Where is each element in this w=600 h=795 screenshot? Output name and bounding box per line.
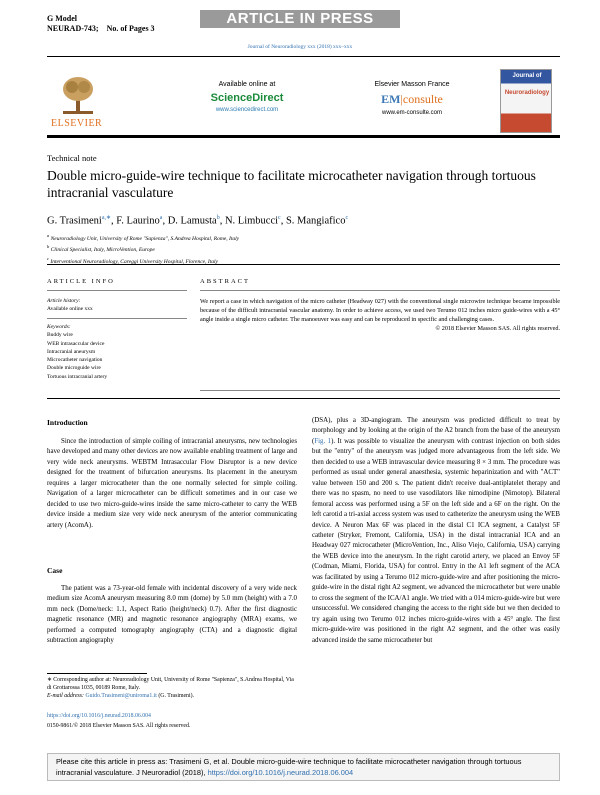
figure-1-link[interactable]: Fig. 1 [314,437,332,445]
emconsulte-block [347,81,477,116]
author-sup[interactable]: c [345,215,349,221]
corresponding-author-footnote [47,676,297,700]
affiliation-sup: a [47,233,50,238]
journal-code [47,14,155,34]
right-column-part-b: ). It was possible to visualize the aneurysm with contrast injection on both sides but the "entry" of the aneurysm was judged more advantageous from the left side. We then decided to use a WEB intravascular device measuring 8 × 3 mm. The procedure was performed as usual under general anaesthesia, systemic heparinization and with "ACT" value between 150 and 200 s. The patient didn't receive dual-antiplatelet therapy and there was no spasm, no need to use vasodilators like nimodipine (Nimotop). Bilateral femoral access was performed using a 5F on the left side and a 6F on the right. On the left carotid a tri-axial access system was used to catheterize the aneurysm using the WEB device. A Neuron Max 6F was placed in the distal C1 ICA segment, a Catalyst 5F catheter (Stryker, Fremont, California, USA) in the distal intracranial ICA and an Headway 027 microcatheter (MicroVention, Inc., Aliso Viejo, California, USA) carrying the WEB device into the aneurysm. In the right carotid artery, we placed an Envoy 5F (Codman, Miami, Florida, USA) for control. Entry in the A1 left segment of the ACA was facilitated by using a Terumo 012 micro-guide-wire and after positioning the micro-guide-wire in the distal right A2 segment, we advanced the microcatheter but were unable to cross the segment of the ICA/A1 angle. We tried with a 014 micro-guide-wire but were unsuccessful. We considered changing the access to the right side but we then decided to try again using two Terumo 012 inches micro-guide-wires with a 45° angle. The first micro-guide-wire was positioned in the right A2 segment, and the other was easily advanced inside the same microcatheter but [312,437,560,644]
emconsulte-link[interactable]: www.em-consulte.com [381,110,443,116]
article-history [47,297,93,313]
email-suffix: (G. Trasimeni). [158,693,194,699]
divider [47,290,187,291]
emconsulte-logo: EM|consulte [381,92,443,106]
emc-em: EM [381,92,401,106]
author-email-link[interactable]: Guido.Trasimeni@uniroma1.it [85,693,157,699]
history-label: Article history: [47,298,81,304]
author-sup[interactable]: c [278,215,281,221]
issn-line: 0150-9861/© 2018 Elsevier Masson SAS. All rights reserved. [47,723,191,729]
emc-heading: Elsevier Masson France [374,81,450,88]
affiliation-text: Clinical Specialist, Italy, MicroVention, Europe [50,247,155,254]
author-name[interactable]: S. Mangiafico [285,215,346,227]
journal-citation-line[interactable]: Journal of Neuroradiology xxx (2018) xxx–xxx [247,44,353,50]
author-name[interactable]: G. Trasimeni [47,215,102,227]
abstract-text: We report a case in which navigation of the micro catheter (Headway 027) with the conventional single microwire technique became impossible because of the difficult intracranial vascular anatomy. In order to achieve access, we used two Terumo 012 inches micro guide-wires with a 45° angle inside a single micro catheter. The manoeuver was easy and can be reproduced in specific and challenging cases. [200,298,560,323]
keyword: Buddy wire [47,332,73,339]
keywords [47,323,107,381]
cite-text: Please cite this article in press as: Trasimeni G, et al. Double micro-guide-wire technique to facilitate microcatheter navigation through tortuous intracranial vasculature. J Neuroradiol (2018), [56,757,522,777]
article-info-heading: ARTICLE INFO [47,278,115,285]
affiliation-sup: c [47,255,49,261]
gmodel-label: G Model [47,14,77,23]
keyword: Intracranial aneurysm [47,348,96,355]
cite-box [47,753,560,781]
article-in-press-banner: ARTICLE IN PRESS [200,10,400,28]
keywords-label: Keywords: [47,324,71,330]
divider [47,398,560,399]
affiliations [47,232,547,266]
divider [47,318,187,319]
author-sup[interactable]: a,∗ [101,215,112,221]
elsevier-wordmark: ELSEVIER [51,118,103,129]
case-text: The patient was a 73-year-old female with incidental discovery of a very wide neck medium size AcomA aneurysm measuring 8.0 mm (dome) by 5.0 mm (height) with a 7.0 mm neck (Dome/neck: 1.1, Aspect Ratio (height/neck) 0.7). After the first diagnostic magnetic resonance (MR) and magnetic resonance angiography (MRA) exams, we performed a computed tomography angiography (CTA) and a diagnostic digital subtraction angiography [47,585,297,645]
author-sup[interactable]: a [159,215,163,221]
emc-consulte: consulte [402,92,443,106]
publisher-banner [47,56,560,138]
affiliation-sup: b [47,244,50,250]
cover-title: Neuroradiology [504,90,550,96]
elsevier-tree-icon [61,75,95,115]
abstract-body [200,297,560,333]
footnote-divider [47,673,147,674]
author-sup[interactable]: b [216,215,220,221]
keyword: Double microguide wire [47,365,101,372]
sciencedirect-logo: ScienceDirect [210,92,284,104]
author-name[interactable]: N. Limbucci [224,215,279,227]
keyword: Microcatheter navigation [47,357,103,364]
author-name[interactable]: F. Laurino [116,215,160,227]
keyword: Tortuous intracranial artery [47,373,108,380]
introduction-text: Since the introduction of simple coiling of intracranial aneurysms, new technologies have developed and many other devices are now available enabling treatment of large and very wide neck aneurysms. WEBTM Intrasaccular Flow Disruptor is a new device designed for the treatment of bifurcation aneurysms. Its placement in the aneurysm requires a larger microcatheter than the one normally selected for simple coiling. Navigation of a larger microcatheter can be difficult sometimes and in our case we decided to use two micro-guide-wires inside the same micro-catheter to carry the WEB device inside a medium size very wide neck aneurysm of the anterior communicating artery (AcomA). [47,438,297,529]
email-label: E-mail address: [47,693,84,699]
affiliation [47,232,547,243]
journal-cover-image [500,69,552,133]
case-heading: Case [47,566,63,575]
page-count: No. of Pages 3 [106,24,155,33]
author-name[interactable]: D. Lamusta [167,215,217,227]
footnote-address: ∗ Corresponding author at: Neuroradiology Unit, University of Rome "Sapienza", S.Andrea Hospital, Via di Grottarossa 1035, 00189 Rome, Italy. [47,677,294,691]
author-list: G. Trasimeni$^{a,∗}$, F. Laurino$^a$, D. Lamusta$^b$, N. Limbucci$^c$, S. Mangiafico$^c$ [47,215,349,227]
divider [200,390,560,391]
top-bar [0,10,600,38]
keyword: WEB intrasaccular device [47,340,105,347]
affiliation-text: Interventional Neuroradiology, Careggi University Hospital, Florence, Italy [50,258,218,265]
elsevier-logo [47,73,107,131]
right-column-text [312,416,560,646]
doi-link[interactable]: https://doi.org/10.1016/j.neurad.2018.06.004 [47,713,151,719]
manuscript-code: NEURAD-743; [47,24,99,33]
divider [200,290,560,291]
divider [47,264,560,265]
affiliation [47,243,547,254]
affiliation-text: Neuroradiology Unit, University of Rome "Sapienza", S.Andrea Hospital, Rome, Italy [50,235,240,242]
cover-journal-of: Journal of [512,73,542,79]
cite-doi-link[interactable]: https://doi.org/10.1016/j.neurad.2018.06.004 [207,767,354,777]
article-title: Double micro-guide-wire technique to facilitate microcatheter navigation through tortuous intracranial vasculature [47,168,536,200]
right-column-part-a: (DSA), plus a 3D-angiogram. The aneurysm was predicted difficult to treat by morphology and by looking at the origin of the A2 branch from the base of the aneurysm ( [312,417,560,445]
available-online-label: Available online at [218,81,276,88]
footnote-email-line [47,692,297,700]
sciencedirect-link[interactable]: www.sciencedirect.com [215,107,279,113]
introduction-heading: Introduction [47,418,88,427]
history-value: Available online xxx [47,306,93,312]
article-type: Technical note [47,153,97,163]
abstract-heading: ABSTRACT [200,278,250,285]
sciencedirect-block [167,81,327,113]
abstract-copyright: © 2018 Elsevier Masson SAS. All rights reserved. [435,325,560,332]
